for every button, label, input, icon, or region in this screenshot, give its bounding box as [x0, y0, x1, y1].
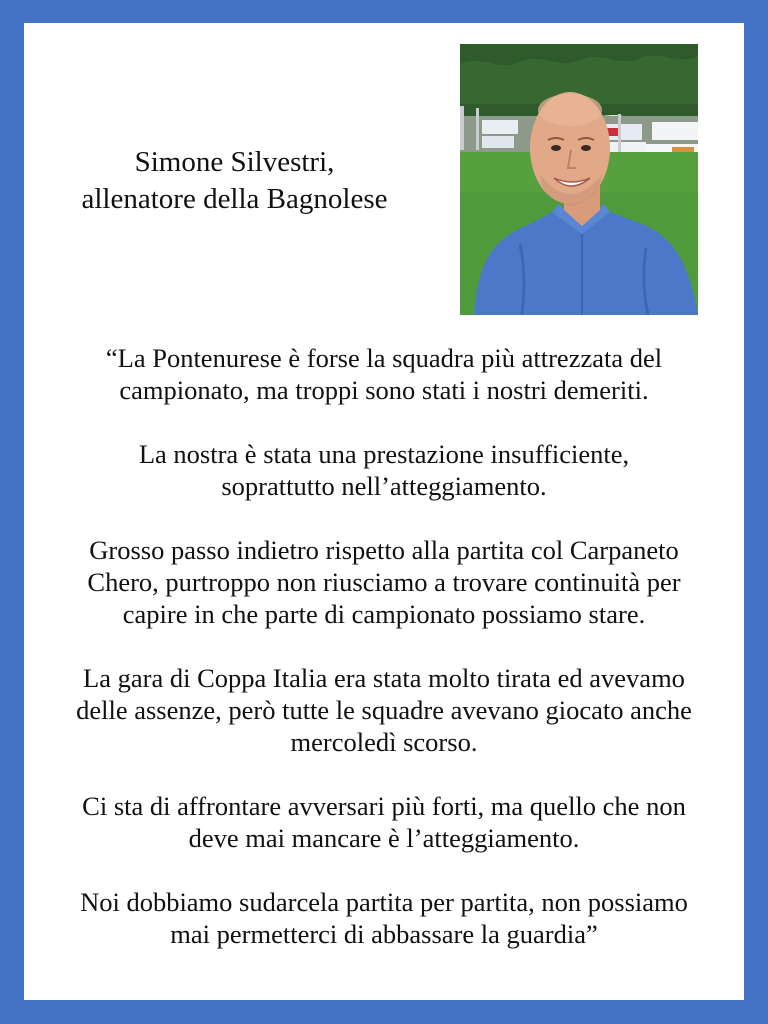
quote-line: deve mai mancare è l’atteggiamento. [188, 823, 580, 853]
quote-line: campionato, ma troppi sono stati i nostri demeriti. [119, 375, 649, 405]
quote-paragraph-6 [24, 886, 744, 950]
interview-quote [24, 342, 744, 950]
coach-photo [460, 44, 698, 315]
quote-line: soprattutto nell’atteggiamento. [221, 471, 547, 501]
quote-line: La nostra è stata una prestazione insufficiente, [138, 439, 630, 469]
quote-line: Grosso passo indietro rispetto alla partita col Carpaneto [89, 535, 679, 565]
article-card [24, 23, 744, 1000]
quote-paragraph-4 [24, 662, 744, 758]
quote-line: La gara di Coppa Italia era stata molto tirata ed avevamo [83, 663, 685, 693]
quote-line: Ci sta di affrontare avversari più forti, ma quello che non [82, 791, 686, 821]
quote-paragraph-3 [24, 534, 744, 630]
quote-line: delle assenze, però tutte le squadre avevano giocato anche [76, 695, 692, 725]
quote-line: mai permetterci di abbassare la guardia” [170, 919, 598, 949]
coach-name: Simone Silvestri, [134, 146, 335, 178]
quote-paragraph-2 [24, 438, 744, 502]
coach-role: allenatore della Bagnolese [81, 183, 388, 215]
coach-caption [24, 144, 445, 218]
quote-line: Chero, purtroppo non riusciamo a trovare continuità per [87, 567, 681, 597]
quote-line: capire in che parte di campionato possiamo stare. [122, 599, 646, 629]
quote-line: mercoledì scorso. [290, 727, 478, 757]
quote-line: Noi dobbiamo sudarcela partita per partita, non possiamo [80, 887, 688, 917]
portrait-photo-icon [460, 44, 698, 315]
quote-paragraph-1 [24, 342, 744, 406]
quote-line: “La Pontenurese è forse la squadra più attrezzata del [105, 343, 663, 373]
quote-paragraph-5 [24, 790, 744, 854]
